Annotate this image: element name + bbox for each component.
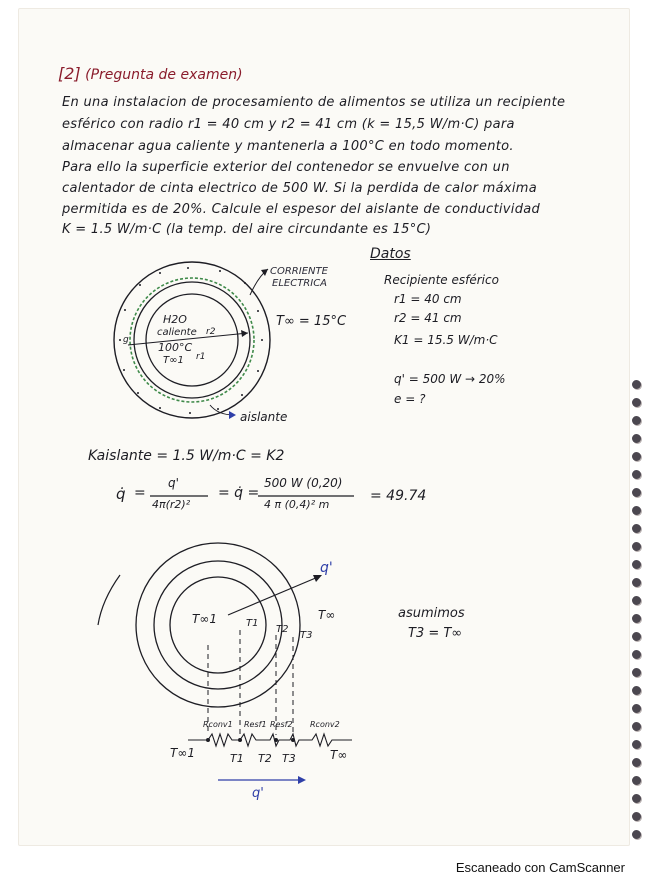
label-r1: r1 [196,352,206,362]
node-tinf1: T∞1 [170,746,195,760]
problem-title: (Pregunta de examen) [85,67,243,83]
spiral-binding [627,380,641,840]
datos-item-5: q' = 500 W → 20% [394,372,506,386]
q-dot-symbol: q̇ [116,485,126,503]
current-label-2: ELECTRICA [272,278,328,289]
container-outer-wall [134,282,250,398]
datos-heading: Datos [370,246,411,262]
resistance-network [188,734,352,746]
datos-item-3: r2 = 41 cm [394,311,462,325]
problem-line-1: En una instalacion de procesamiento de alimentos se utiliza un recipiente [62,95,566,110]
bottom-q-arrow [218,776,306,784]
equals-2: = q̇ = [218,485,260,501]
d2-tinf1: T∞1 [192,612,217,626]
container-inner-wall [146,294,238,386]
problem-line-5: calentador de cinta electrico de 500 W. Si la perdida de calor máxima [62,181,538,196]
node-tinf: T∞ [330,748,348,762]
heater-tape-ring [130,278,254,402]
q-flow-label: q' [320,560,333,576]
outer-arc [98,575,120,625]
r-esf2: Resf2 [270,720,293,729]
k-insulation-equation: Kaislante = 1.5 W/m·C = K2 [88,448,285,464]
frac1-numerator: q' [168,476,179,490]
ambient-temperature: T∞ = 15°C [276,314,347,329]
r-conv2: Rconv2 [310,720,340,729]
equals-1: = [134,485,146,501]
d2-tinf: T∞ [318,608,336,622]
problem-header [58,64,243,83]
problem-line-6: permitida es de 20%. Calcule el espesor del aislante de conductividad [62,202,541,217]
problem-line-4: Para ello la superficie exterior del contenedor se envuelve con un [62,160,510,175]
q-bottom-label: q' [252,786,264,801]
problem-number: [2] [58,64,81,83]
d2-t2: T2 [276,624,289,635]
assume-label: asumimos [398,606,465,621]
circle-middle [154,561,282,689]
inner-label-water: H2O [163,313,187,326]
inner-label-tinf1: T∞1 [163,355,184,366]
r-conv1: Rconv1 [203,720,233,729]
insulation-label: aislante [240,410,288,424]
frac2-denominator: 4 π (0,4)² m [264,498,330,511]
outer-insulation-circle [114,262,270,418]
label-g: g [123,335,129,345]
datos-item-6: e = ? [394,392,426,406]
node-t1: T1 [230,752,244,765]
inner-label-temp: 100°C [158,341,193,354]
r-esf1: Resf1 [244,720,267,729]
datos-item-2: r1 = 40 cm [394,292,462,306]
q-result: = 49.74 [370,488,427,504]
datos-item-4: K1 = 15.5 W/m·C [394,333,498,347]
frac1-denominator: 4π(r2)² [152,498,191,511]
node-t3: T3 [282,752,296,765]
datos-item-1: Recipiente esférico [384,273,499,287]
problem-line-2: esférico con radio r1 = 40 cm y r2 = 41 cm (k = 15,5 W/m·C) para [62,117,515,132]
assume-equation: T3 = T∞ [408,626,463,641]
d2-t1: T1 [246,618,259,629]
frac2-numerator: 500 W (0,20) [264,476,343,490]
current-label-1: CORRIENTE [270,266,328,277]
problem-line-7: K = 1.5 W/m·C (la temp. del aire circundante es 15°C) [62,222,432,237]
node-t2: T2 [258,752,272,765]
q-radial-arrow [228,575,322,615]
scanner-footer [0,853,647,885]
inner-label-hot: caliente [157,327,197,338]
problem-line-3: almacenar agua caliente y mantenerla a 100°C en todo momento. [62,139,514,154]
d2-t3: T3 [300,630,313,641]
scanner-watermark: Escaneado con CamScanner [455,860,625,875]
label-r2: r2 [206,327,216,337]
